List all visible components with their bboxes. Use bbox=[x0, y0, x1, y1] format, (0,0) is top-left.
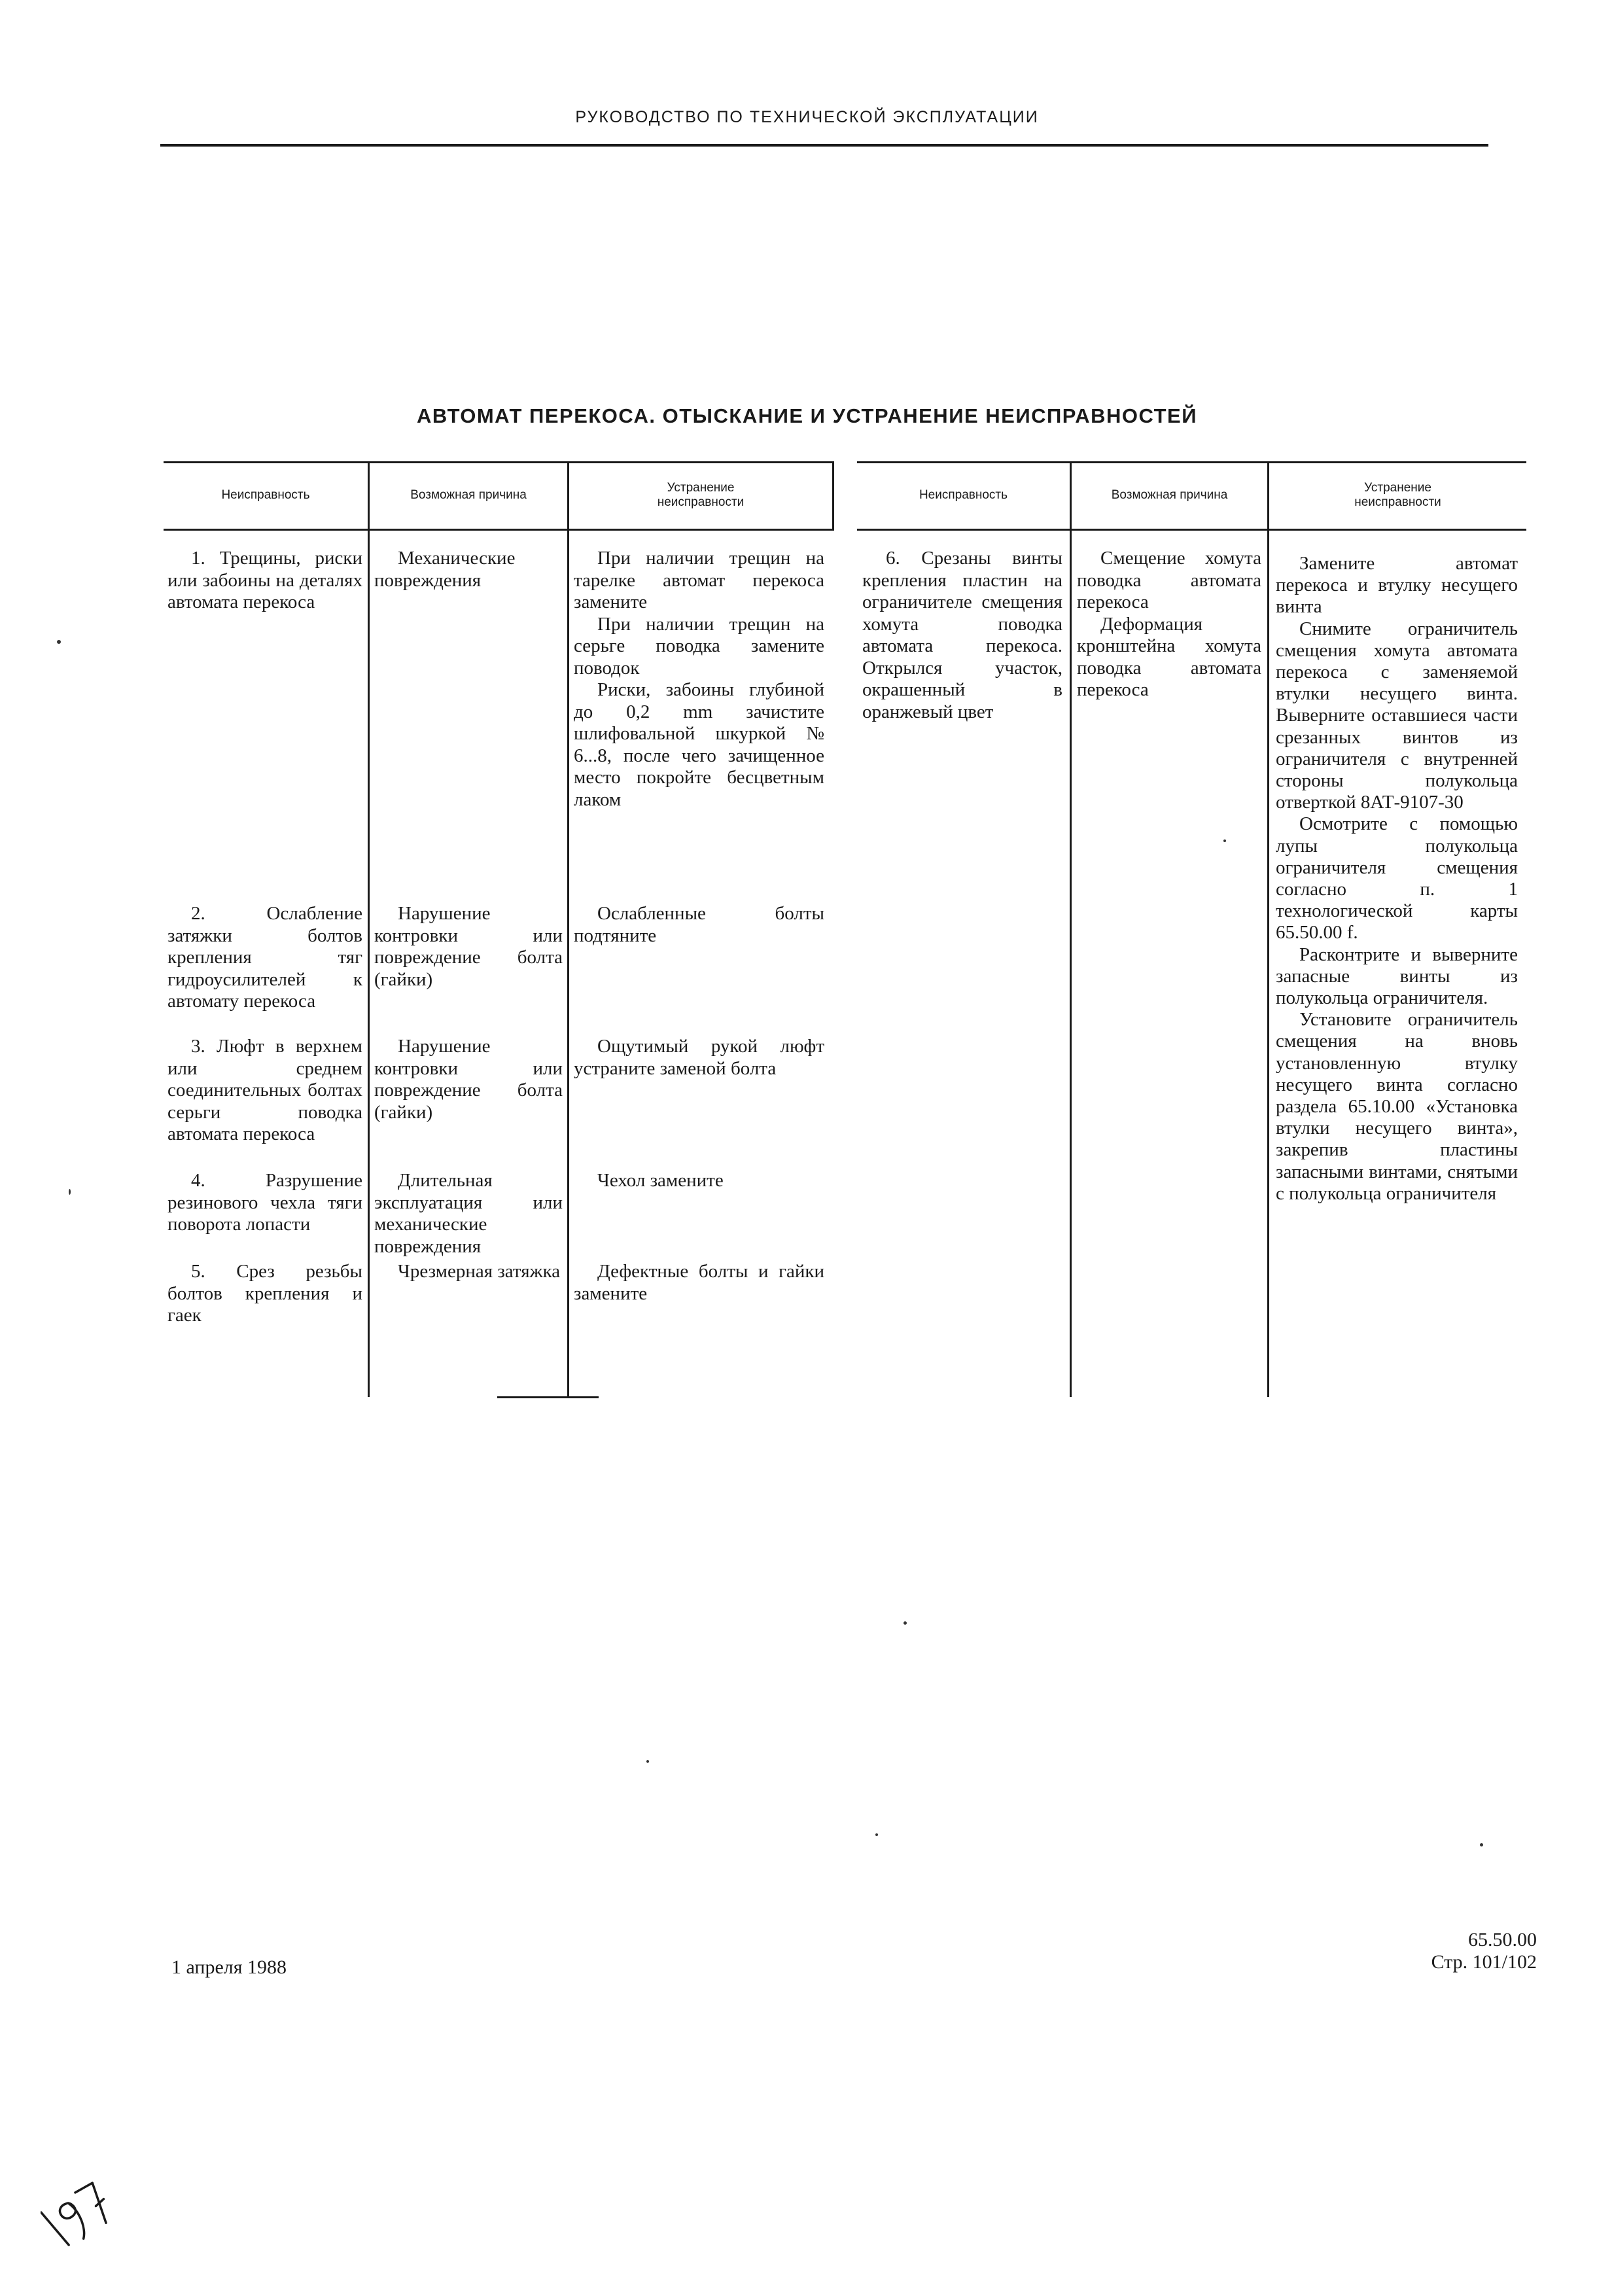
fault-cell-3: 3. Люфт в верхнем или среднем соединительных болтах серьги поводка автомата перекоса bbox=[167, 1036, 362, 1144]
fault-cell-2: 2. Ослабление затяжки болтов крепления тяг гидроусилителей к автомату перекоса bbox=[167, 903, 362, 1012]
remedy-cell-1: При наличии трещин на тарелке автомат перекоса замените При наличии трещин на серьге поводка замените поводок Риски, забоины глубиной до 0,2 mm зачистите шлифовальной шкуркой № 6...8, после чего зачищенное место покройте бесцветным лаком bbox=[574, 548, 824, 810]
page-title: АВТОМАТ ПЕРЕКОСА. ОТЫСКАНИЕ И УСТРАНЕНИЕ НЕИСПРАВНОСТЕЙ bbox=[416, 404, 1198, 427]
column-header-fault: Неисправность bbox=[221, 487, 310, 502]
page-reference bbox=[1431, 1929, 1537, 1973]
fault-cell-1: 1. Трещины, риски или забоины на деталях автомата перекоса bbox=[167, 548, 362, 612]
handwritten-page-mark bbox=[41, 2172, 113, 2251]
column-header-cause: Возможная причина bbox=[1111, 487, 1228, 502]
column-header-fault: Неисправность bbox=[919, 487, 1008, 502]
running-header: РУКОВОДСТВО ПО ТЕХНИЧЕСКОЙ ЭКСПЛУАТАЦИИ bbox=[575, 108, 1039, 126]
cause-cell-6: Смещение хомута поводка автомата перекоса Деформация кронштейна хомута поводка автомата перекоса bbox=[1077, 548, 1261, 700]
remedy-cell-4: Чехол замените bbox=[597, 1170, 724, 1191]
header-rule bbox=[160, 144, 1488, 147]
scan-speck bbox=[646, 1760, 649, 1763]
page-number: Стр. 101/102 bbox=[1431, 1951, 1537, 1973]
remedy-cell-6: Замените автомат перекоса и втулку несущего винта Снимите ограничитель смещения хомута автомата перекоса с заменяемой втулки несущего винта. Выверните оставшиеся части срезанных винтов из ограничителя с внутренней стороны полукольца отверткой 8АТ-9107-30 Осмотрите с помощью лупы полукольца ограничителя смещения согласно п. 1 технологической карты 65.50.00 f. Расконтрите и выверните запасные винты из полукольца ограничителя. Установите ограничитель смещения на вновь установленную втулку несущего винта согласно раздела 65.10.00 «Установка втулки несущего винта», закрепив пластины запасными винтами, снятыми с полукольца ограничителя bbox=[1276, 553, 1518, 1204]
column-header-remedy: Устранение неисправности bbox=[657, 480, 745, 509]
scan-speck bbox=[57, 640, 61, 644]
scan-speck bbox=[1480, 1843, 1483, 1846]
scan-speck bbox=[1223, 839, 1226, 842]
cause-cell-3: Нарушение контровки или повреждение болта (гайки) bbox=[374, 1036, 563, 1123]
document-code: 65.50.00 bbox=[1468, 1929, 1537, 1951]
column-header-cause: Возможная причина bbox=[410, 487, 527, 502]
cause-cell-4: Длительная эксплуатация или механические повреждения bbox=[374, 1170, 563, 1257]
fault-cell-6: 6. Срезаны винты крепления пластин на ограничителе смещения хомута поводка автомата перекоса. Открылся участок, окрашенный в оранжевый цвет bbox=[862, 548, 1062, 722]
table-end-rule bbox=[497, 1396, 599, 1398]
cause-cell-2: Нарушение контровки или повреждение болта (гайки) bbox=[374, 903, 563, 990]
scan-speck bbox=[903, 1621, 907, 1625]
remedy-cell-2: Ослабленные болты подтяните bbox=[574, 903, 824, 946]
fault-cell-5: 5. Срез резьбы болтов крепления и гаек bbox=[167, 1261, 362, 1326]
cause-cell-5: Чрезмерная затяжка bbox=[398, 1261, 561, 1282]
scan-speck bbox=[69, 1189, 71, 1195]
scan-speck bbox=[875, 1833, 878, 1836]
remedy-cell-3: Ощутимый рукой люфт устраните заменой болта bbox=[574, 1036, 824, 1079]
cause-cell-1: Механические повреждения bbox=[374, 548, 516, 591]
remedy-cell-5: Дефектные болты и гайки замените bbox=[574, 1261, 824, 1304]
fault-cell-4: 4. Разрушение резинового чехла тяги поворота лопасти bbox=[167, 1170, 362, 1235]
column-header-remedy: Устранение неисправности bbox=[1354, 480, 1441, 509]
issue-date: 1 апреля 1988 bbox=[171, 1956, 287, 1978]
